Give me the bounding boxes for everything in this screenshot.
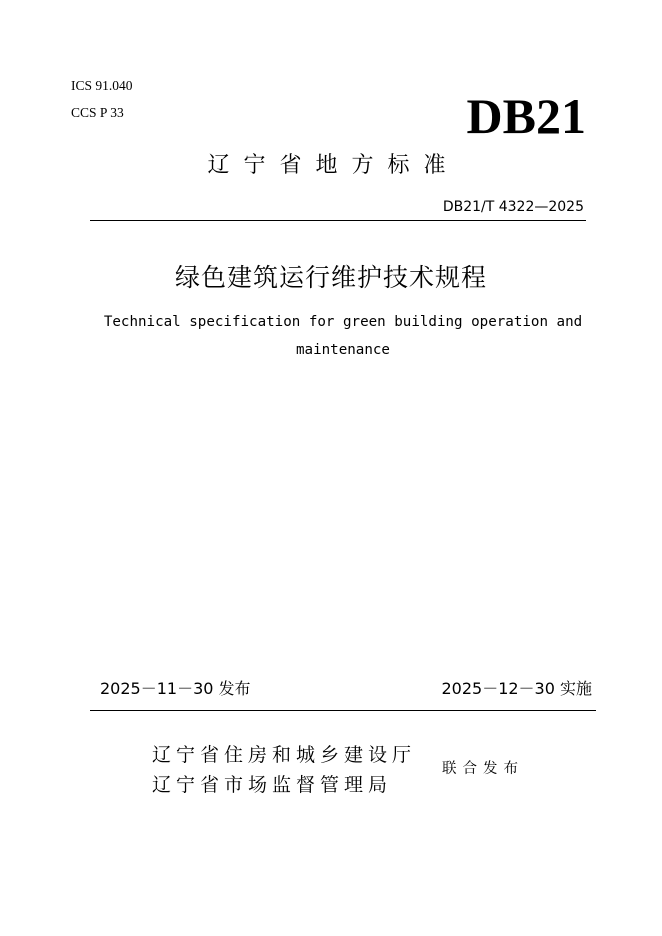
joint-issue-label: 联合发布 xyxy=(442,761,524,777)
standard-type: 辽宁省地方标准 xyxy=(207,153,460,178)
ics-number: ICS 91.040 xyxy=(71,78,133,93)
issuer-housing-department: 辽宁省住房和城乡建设厅 xyxy=(152,744,417,766)
issuer-market-regulation: 辽宁省市场监督管理局 xyxy=(152,774,393,796)
implementation-date: 2025－12－30 实施 xyxy=(441,679,592,698)
title-english: Technical specification for green building operation and maintenance xyxy=(103,314,583,358)
standard-code: DB21 xyxy=(466,88,586,144)
standard-number: DB21/T 4322—2025 xyxy=(442,199,584,215)
ccs-number: CCS P 33 xyxy=(71,105,124,120)
top-rule xyxy=(90,220,586,221)
bottom-rule xyxy=(90,710,596,711)
title-chinese: 绿色建筑运行维护技术规程 xyxy=(174,263,487,292)
issue-date: 2025－11－30 发布 xyxy=(100,679,251,698)
